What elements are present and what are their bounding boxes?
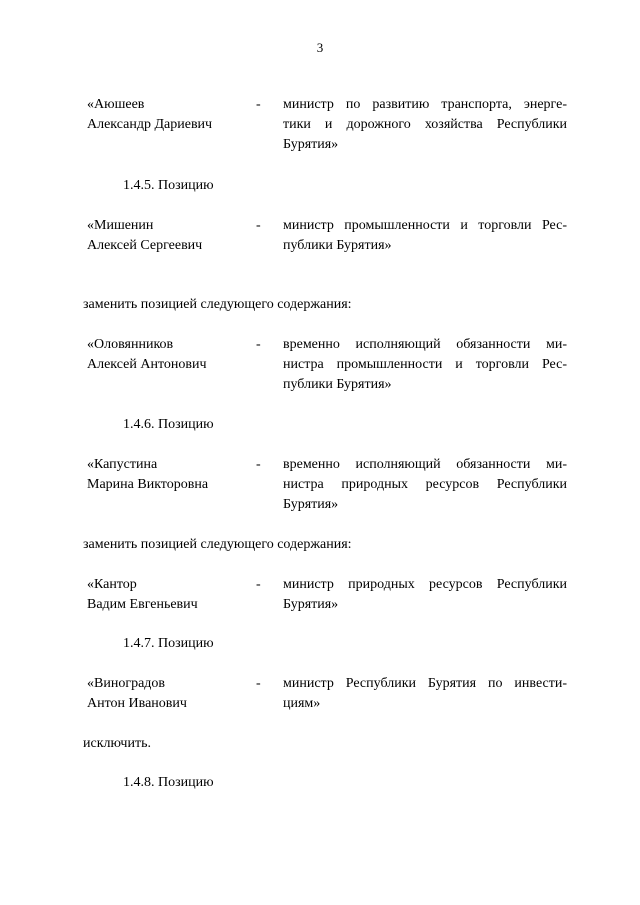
paragraph-1-4-5: 1.4.5. Позицию bbox=[123, 178, 214, 193]
exclude-instruction: исключить. bbox=[83, 736, 151, 751]
separator-dash: - bbox=[256, 337, 261, 352]
person-name-line: Алексей Антонович bbox=[87, 357, 207, 372]
person-name-line: «Мишенин bbox=[87, 218, 154, 233]
position-entry bbox=[87, 95, 567, 155]
position-line: публики Бурятия» bbox=[283, 238, 392, 253]
paragraph-1-4-7: 1.4.7. Позицию bbox=[123, 636, 214, 651]
paragraph-1-4-8: 1.4.8. Позицию bbox=[123, 775, 214, 790]
person-name-line: Марина Викторовна bbox=[87, 477, 209, 492]
position-title bbox=[283, 575, 567, 615]
position-line: тики и дорожного хозяйства Республики bbox=[283, 117, 567, 132]
position-line: министр природных ресурсов Республики bbox=[283, 577, 567, 592]
person-name bbox=[87, 95, 247, 135]
position-title bbox=[283, 95, 567, 155]
position-title bbox=[283, 335, 567, 395]
position-entry bbox=[87, 575, 567, 635]
separator-dash: - bbox=[256, 676, 261, 691]
position-line: Бурятия» bbox=[283, 597, 339, 612]
person-name-line: Алексей Сергеевич bbox=[87, 238, 203, 253]
person-name-line: «Кантор bbox=[87, 577, 137, 592]
person-name-line: «Виноградов bbox=[87, 676, 166, 691]
separator-dash: - bbox=[256, 577, 261, 592]
person-name-line: Александр Дариевич bbox=[87, 117, 213, 132]
replace-instruction: заменить позицией следующего содержания: bbox=[83, 297, 352, 312]
separator-dash: - bbox=[256, 218, 261, 233]
person-name bbox=[87, 455, 247, 495]
person-name bbox=[87, 335, 247, 375]
person-name bbox=[87, 674, 247, 714]
position-line: Бурятия» bbox=[283, 497, 339, 512]
position-line: Бурятия» bbox=[283, 137, 339, 152]
replace-instruction: заменить позицией следующего содержания: bbox=[83, 537, 352, 552]
position-line: публики Бурятия» bbox=[283, 377, 392, 392]
position-entry bbox=[87, 455, 567, 515]
person-name bbox=[87, 216, 247, 256]
position-title bbox=[283, 455, 567, 515]
position-line: министр промышленности и торговли Рес- bbox=[283, 218, 567, 233]
page-number: 3 bbox=[316, 40, 324, 55]
separator-dash: - bbox=[256, 97, 261, 112]
position-line: временно исполняющий обязанности ми- bbox=[283, 457, 567, 472]
paragraph-1-4-6: 1.4.6. Позицию bbox=[123, 417, 214, 432]
person-name bbox=[87, 575, 247, 615]
person-name-line: Вадим Евгеньевич bbox=[87, 597, 198, 612]
position-entry bbox=[87, 674, 567, 734]
position-entry bbox=[87, 335, 567, 395]
position-title bbox=[283, 674, 567, 714]
person-name-line: «Капустина bbox=[87, 457, 158, 472]
position-entry bbox=[87, 216, 567, 276]
person-name-line: Антон Иванович bbox=[87, 696, 187, 711]
separator-dash: - bbox=[256, 457, 261, 472]
position-line: министр по развитию транспорта, энерге- bbox=[283, 97, 567, 112]
position-title bbox=[283, 216, 567, 256]
position-line: временно исполняющий обязанности ми- bbox=[283, 337, 567, 352]
position-line: нистра природных ресурсов Республики bbox=[283, 477, 567, 492]
position-line: циям» bbox=[283, 696, 321, 711]
position-line: нистра промышленности и торговли Рес- bbox=[283, 357, 567, 372]
person-name-line: «Аюшеев bbox=[87, 97, 145, 112]
person-name-line: «Оловянников bbox=[87, 337, 174, 352]
position-line: министр Республики Бурятия по инвести- bbox=[283, 676, 567, 691]
